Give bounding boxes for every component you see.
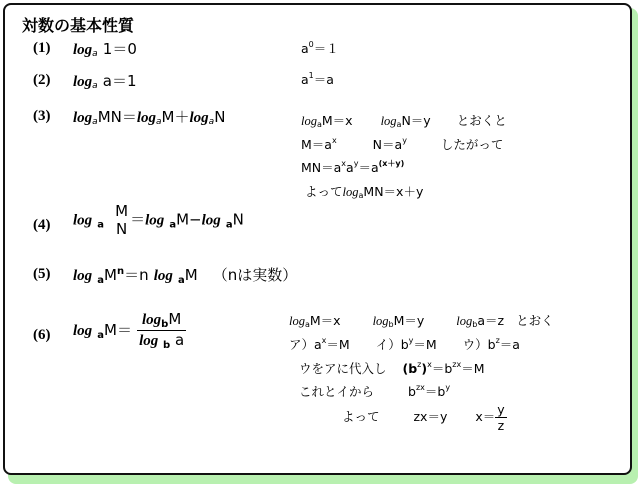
- proof-3-line-1: $\log_aM=x$ $\log_aN=y$ とおくと: [301, 113, 507, 129]
- proof-6-line-1: $\log_aM=x$ $\log_bM=y$ $\log_ba=z$ とおく: [289, 313, 554, 329]
- proof-3-line-3: $MN=a^xa^y=a^{(x+y)}$: [301, 159, 405, 175]
- fraction-logb-m-over-logb-a: $\frac{\log_bM}{\log _b a}$: [139, 310, 185, 351]
- formula-4: log a M N ＝log aM−log aN: [73, 202, 244, 238]
- formula-2: loga a＝1: [73, 72, 137, 91]
- item-number-5: (5): [33, 266, 51, 282]
- item-number-3: (3): [33, 108, 51, 124]
- formula-1: loga 1＝0: [73, 40, 137, 59]
- proof-6-line-5: よって zx＝y x＝ $\frac{y}{z}$: [342, 402, 505, 433]
- fraction-y-over-z: $\frac{y}{z}$: [497, 402, 505, 433]
- item-number-6: (6): [33, 327, 51, 343]
- formula-3: logaMN＝logaM＋logaN: [73, 108, 226, 127]
- note-2: $a^1=a$: [301, 71, 334, 87]
- content-card: [3, 3, 632, 475]
- proof-3-line-4: よって$\log_aMN=x+y$: [305, 184, 424, 200]
- proof-6-line-4: これとイから $b^{zx}=b^y$: [299, 383, 451, 399]
- formula-6: log aM＝ $\frac{\log_bM}{\log _b a}$: [73, 310, 185, 351]
- proof-6-line-3: ウをアに代入し $(b^z)^x=b^{zx}=M$: [299, 360, 485, 376]
- item-number-2: (2): [33, 72, 51, 88]
- proof-6-line-2: ア）$a^x=M$ イ）$b^y=M$ ウ）$b^z=a$: [289, 336, 520, 352]
- note-1: $a^0=1$: [301, 40, 339, 56]
- page-title: 対数の基本性質: [22, 16, 135, 35]
- item-number-1: (1): [33, 40, 51, 56]
- fraction-m-over-n: M N: [115, 202, 129, 238]
- item-number-4: (4): [33, 217, 51, 233]
- formula-5: $\log aM^n=n$ log aM （nは実数）: [73, 266, 298, 286]
- proof-3-line-2: $M=a^x$ $N=a^y$ したがって: [301, 136, 504, 152]
